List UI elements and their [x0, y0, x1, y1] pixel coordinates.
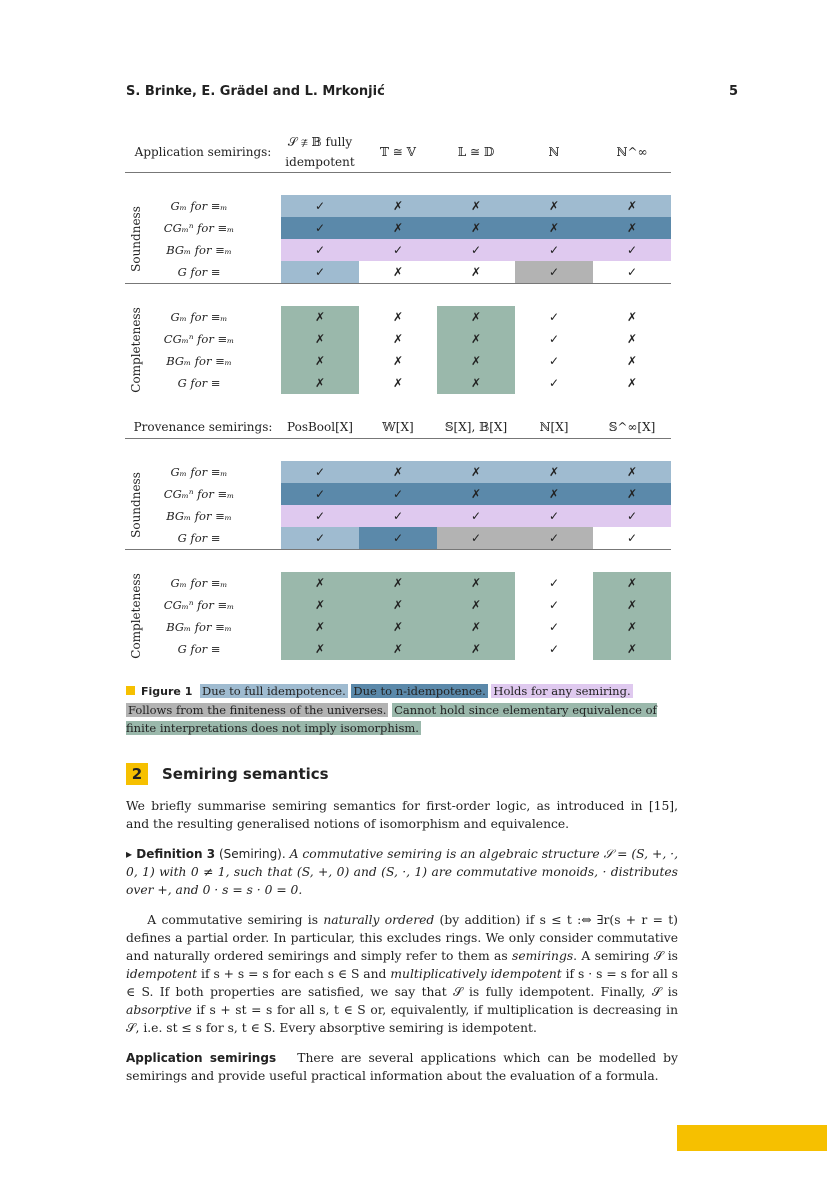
table-cell: ✗ — [392, 376, 404, 390]
table-cell: ✗ — [437, 638, 515, 660]
legend-item: Follows from the finiteness of the universes. — [128, 703, 387, 717]
row-label: G for ≡ — [177, 265, 221, 279]
table-cell: ✗ — [359, 195, 437, 217]
table-cell: ✗ — [437, 572, 515, 594]
table-cell: ✓ — [548, 620, 560, 634]
body-paragraph — [126, 911, 682, 1037]
row-label: G for ≡ — [177, 531, 221, 545]
column-header: 𝒮 ≇ 𝔹 fully idempotent — [285, 135, 355, 169]
section-heading — [126, 763, 827, 785]
text-run: if s · s = s for all s ∈ S. If both properties are satisfied, we say that 𝒮 is fully idempotent. Finally, 𝒮 is — [126, 967, 682, 999]
row-label: CGₘⁿ for ≡ₘ — [163, 221, 235, 235]
text-run: absorptive — [126, 1003, 192, 1017]
table-cell: ✗ — [593, 483, 671, 505]
table-cell: ✓ — [548, 354, 560, 368]
table-cell: ✗ — [437, 372, 515, 394]
column-header: PosBool[X] — [287, 420, 353, 434]
row-label: Gₘ for ≡ₘ — [170, 465, 228, 479]
text-run: semirings — [512, 949, 574, 963]
table-cell: ✗ — [392, 354, 404, 368]
table-cell: ✓ — [359, 527, 437, 550]
provenance-semirings-table — [125, 416, 671, 660]
table-row — [125, 217, 671, 239]
table-cell: ✗ — [593, 638, 671, 660]
table-cell: ✗ — [515, 217, 593, 239]
text-run: if s + s = s for each s ∈ S and — [197, 967, 391, 981]
table-cell: ✗ — [359, 638, 437, 660]
table-cell: ✓ — [359, 239, 437, 261]
row-label: Gₘ for ≡ₘ — [170, 310, 228, 324]
table-cell: ✗ — [626, 376, 638, 390]
table-cell: ✗ — [392, 265, 404, 279]
table-cell: ✓ — [359, 505, 437, 527]
column-header: 𝕋 ≅ 𝕍 — [380, 145, 416, 159]
text-run: Application semirings — [126, 1051, 277, 1065]
table-cell: ✗ — [626, 332, 638, 346]
row-label: Gₘ for ≡ₘ — [170, 199, 228, 213]
column-header: 𝕊[X], 𝔹[X] — [444, 420, 508, 434]
legend-item: Holds for any semiring. — [493, 684, 631, 698]
table-cell: ✗ — [281, 328, 359, 350]
table-cell: ✓ — [626, 531, 638, 545]
table-cell: ✗ — [593, 217, 671, 239]
table-cell: ✗ — [359, 217, 437, 239]
row-label: BGₘ for ≡ₘ — [166, 620, 232, 634]
table-cell: ✓ — [593, 505, 671, 527]
legend-item: Cannot hold since elementary equivalence of finite interpretations does not imply isomorphism. — [126, 703, 657, 735]
table-cell: ✗ — [437, 483, 515, 505]
table-cell: ✓ — [548, 310, 560, 324]
table-row — [125, 461, 671, 483]
column-header: 𝕃 ≅ 𝔻 — [457, 145, 495, 159]
row-label: BGₘ for ≡ₘ — [166, 354, 232, 368]
text-run: (Semiring). — [215, 847, 290, 861]
table-cell: ✓ — [515, 261, 593, 284]
table-cell: ✓ — [548, 376, 560, 390]
table-cell: ✗ — [437, 306, 515, 328]
table-cell: ✓ — [437, 239, 515, 261]
group-label: Soundness — [129, 472, 143, 538]
row-label: BGₘ for ≡ₘ — [166, 509, 232, 523]
text-run: A commutative semiring is — [126, 913, 324, 927]
section-title: Semiring semantics — [162, 765, 329, 783]
table-cell: ✓ — [437, 505, 515, 527]
table-cell: ✓ — [593, 239, 671, 261]
table-row — [125, 306, 671, 328]
table-cell: ✓ — [548, 598, 560, 612]
intro-paragraph — [126, 797, 682, 833]
table-cell: ✗ — [437, 616, 515, 638]
table-cell: ✗ — [437, 217, 515, 239]
table-cell: ✓ — [281, 217, 359, 239]
text-run: . A semiring 𝒮 is — [573, 949, 682, 963]
text-run: We briefly summarise semiring semantics for first-order logic, as introduced in [15], and the resulting generalised notions of isomorphism and equivalence. — [126, 799, 682, 831]
definition-3 — [126, 845, 682, 899]
table-cell: ✓ — [281, 239, 359, 261]
table-cell: ✗ — [281, 616, 359, 638]
row-label: CGₘⁿ for ≡ₘ — [163, 598, 235, 612]
table-cell: ✗ — [281, 638, 359, 660]
table-row — [125, 505, 671, 527]
text-run: (by addition) if s ≤ t :⇔ ∃r(s + r = t) defines a partial order. In particular, this excludes rings. We only consider commutative and naturally ordered semirings and simply refer to them as — [126, 913, 682, 963]
row-label: CGₘⁿ for ≡ₘ — [163, 332, 235, 346]
text-run: if s + st = s for all s, t ∈ S or, equivalently, if multiplication is decreasing in 𝒮, i.e. st ≤ s for s, t ∈ S. Every absorptive semiring is idempotent. — [126, 1003, 682, 1035]
table-cell: ✗ — [593, 594, 671, 616]
table-cell: ✗ — [515, 195, 593, 217]
legend-item: Due to full idempotence. — [202, 684, 346, 698]
table-cell: ✗ — [281, 594, 359, 616]
row-label: BGₘ for ≡ₘ — [166, 243, 232, 257]
table-cell: ✗ — [281, 306, 359, 328]
row-label: G for ≡ — [177, 376, 221, 390]
table-cell: ✗ — [437, 461, 515, 483]
figure-caption — [126, 682, 678, 737]
table-cell: ✓ — [515, 505, 593, 527]
table-title: Application semirings: — [134, 145, 272, 159]
table-row — [125, 350, 671, 372]
column-header: ℕ — [548, 145, 560, 159]
table-cell: ✗ — [437, 195, 515, 217]
text-run: idempotent — [126, 967, 198, 981]
group-label: Completeness — [129, 307, 143, 393]
table-cell: ✗ — [515, 483, 593, 505]
table-cell: ✗ — [593, 572, 671, 594]
page-number: 5 — [728, 84, 738, 99]
table-cell: ✗ — [281, 350, 359, 372]
table-cell: ✗ — [437, 350, 515, 372]
table-cell: ✗ — [359, 572, 437, 594]
text-run: naturally ordered — [323, 913, 435, 927]
table-cell: ✗ — [593, 461, 671, 483]
table-cell: ✓ — [281, 483, 359, 505]
row-label: G for ≡ — [177, 642, 221, 656]
table-cell: ✗ — [470, 265, 482, 279]
text-run: A commutative semiring is an algebraic structure 𝒮 = (S, +, ·, 0, 1) with 0 ≠ 1, such that (S, +, 0) and (S, ·, 1) are commutative monoids, · distributes over +, and 0 · s = s · 0 = 0. — [126, 847, 682, 897]
table-cell: ✗ — [626, 310, 638, 324]
table-cell: ✗ — [281, 372, 359, 394]
table-cell: ✓ — [281, 527, 359, 550]
column-header: ℕ^∞ — [616, 145, 648, 159]
table-cell: ✗ — [437, 328, 515, 350]
table-cell: ✓ — [548, 642, 560, 656]
table-cell: ✓ — [548, 576, 560, 590]
table-cell: ✗ — [281, 572, 359, 594]
table-cell: ✗ — [359, 594, 437, 616]
group-label: Completeness — [129, 573, 143, 659]
table-row — [125, 572, 671, 594]
text-run: multiplicatively idempotent — [390, 967, 562, 981]
figure-label: Figure 1 — [141, 685, 193, 698]
text-run: There are several applications which can be modelled by semirings and provide useful practical information about the evaluation of a formula. — [126, 1051, 682, 1083]
table-cell: ✗ — [437, 594, 515, 616]
page-accent-bar — [677, 1125, 827, 1151]
table-row — [125, 616, 671, 638]
application-semirings-paragraph — [126, 1049, 682, 1085]
table-row — [125, 328, 671, 350]
column-header: ℕ[X] — [539, 420, 569, 434]
table-row — [125, 594, 671, 616]
table-row — [125, 239, 671, 261]
table-row — [125, 483, 671, 505]
group-label: Soundness — [129, 206, 143, 272]
row-label: Gₘ for ≡ₘ — [170, 576, 228, 590]
running-header — [126, 84, 738, 106]
table-row — [125, 372, 671, 394]
table-cell: ✗ — [359, 461, 437, 483]
table-cell: ✓ — [548, 332, 560, 346]
table-cell: ✓ — [281, 261, 359, 284]
table-cell: ✗ — [515, 461, 593, 483]
text-run: ▸ Definition 3 — [126, 847, 216, 861]
table-cell: ✗ — [593, 616, 671, 638]
table-cell: ✓ — [281, 195, 359, 217]
table-cell: ✓ — [515, 527, 593, 550]
table-cell: ✗ — [359, 616, 437, 638]
table-cell: ✗ — [626, 354, 638, 368]
table-cell: ✓ — [515, 239, 593, 261]
running-header-authors: S. Brinke, E. Grädel and L. Mrkonjić — [126, 84, 385, 99]
table-cell: ✗ — [392, 310, 404, 324]
application-semirings-table — [125, 132, 671, 394]
table-title: Provenance semirings: — [133, 420, 273, 434]
caption-marker-icon — [126, 686, 135, 695]
column-header: 𝕊^∞[X] — [608, 420, 656, 434]
table-row — [125, 527, 671, 550]
table-cell: ✓ — [359, 483, 437, 505]
column-header: 𝕎[X] — [382, 420, 414, 434]
table-row — [125, 261, 671, 284]
table-cell: ✓ — [281, 505, 359, 527]
row-label: CGₘⁿ for ≡ₘ — [163, 487, 235, 501]
section-number: 2 — [126, 763, 148, 785]
legend-item: Due to n-idempotence. — [353, 684, 486, 698]
table-cell: ✓ — [437, 527, 515, 550]
table-row — [125, 195, 671, 217]
table-cell: ✓ — [626, 265, 638, 279]
table-cell: ✓ — [281, 461, 359, 483]
table-cell: ✗ — [392, 332, 404, 346]
table-cell: ✗ — [593, 195, 671, 217]
table-row — [125, 638, 671, 660]
